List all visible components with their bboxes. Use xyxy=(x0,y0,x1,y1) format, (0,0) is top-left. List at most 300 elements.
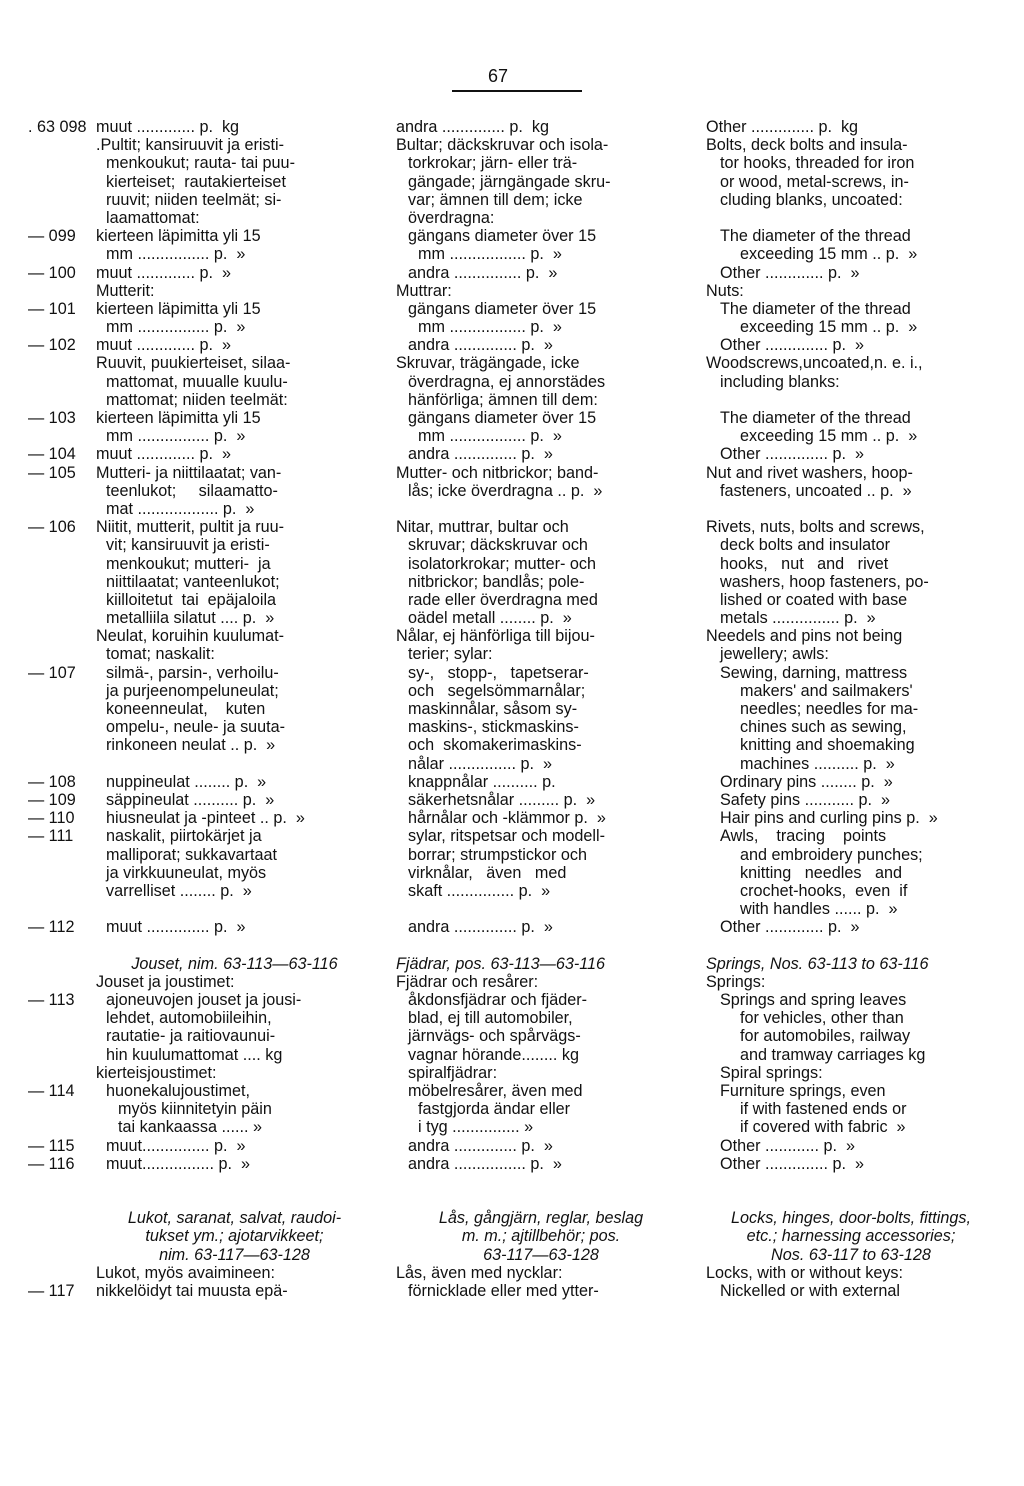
tariff-code: — 113 xyxy=(28,991,75,1009)
entry-text: chines such as sewing, xyxy=(740,718,907,737)
entry-text: mattomat; niiden teelmät: xyxy=(106,390,288,409)
entry-text: i tyg ............... » xyxy=(418,1118,534,1137)
entry-text: hårnålar och -klämmor p. » xyxy=(408,809,606,828)
entry-line xyxy=(28,1264,373,1282)
entry-line xyxy=(28,336,373,354)
entry-text: Furniture springs, even xyxy=(720,1081,886,1100)
entry-text: Sewing, darning, mattress xyxy=(720,663,908,682)
entry-text: for vehicles, other than xyxy=(740,1009,904,1028)
entry-text: muut .............. p. » xyxy=(106,918,246,937)
entry-text: fastgjorda ändar eller xyxy=(418,1100,571,1119)
entry-text: andra ................ p. » xyxy=(408,1154,562,1173)
entry-line xyxy=(706,354,996,372)
entry-line xyxy=(706,191,996,209)
entry-text: Ruuvit, puukierteiset, silaa- xyxy=(96,354,291,373)
entry-line xyxy=(28,882,373,900)
entry-line xyxy=(706,245,996,263)
entry-text: needles; needles for ma- xyxy=(740,700,919,718)
section-heading xyxy=(706,955,996,973)
entry-text: Bultar; däckskruvar och isola- xyxy=(396,136,609,155)
entry-text: Other .............. p. » xyxy=(720,336,864,355)
entry-line xyxy=(396,1100,686,1118)
entry-text: Springs: xyxy=(706,972,766,991)
tariff-code: — 101 xyxy=(28,299,76,318)
entry-text: Jouset ja joustimet: xyxy=(96,972,235,991)
entry-line xyxy=(396,227,686,245)
entry-line xyxy=(396,336,686,354)
entry-line xyxy=(28,773,373,791)
entry-line xyxy=(396,664,686,682)
entry-text: Hair pins and curling pins p. » xyxy=(720,809,938,828)
entry-line xyxy=(28,718,373,736)
entry-line xyxy=(706,482,996,500)
entry-text: Springs and spring leaves xyxy=(720,991,907,1009)
entry-line xyxy=(396,373,686,391)
tariff-code: — 105 xyxy=(28,463,76,482)
entry-text: terier; sylar: xyxy=(408,645,493,664)
entry-line xyxy=(706,882,996,900)
entry-line xyxy=(396,682,686,700)
entry-text: och skomakerimaskins- xyxy=(408,736,582,755)
entry-text: andra ............... p. » xyxy=(408,263,558,282)
entry-text: exceeding 15 mm .. p. » xyxy=(740,427,918,446)
entry-line xyxy=(396,264,686,282)
entry-text: and tramway carriages kg xyxy=(740,1045,926,1064)
entry-line xyxy=(706,264,996,282)
entry-text: Ordinary pins ........ p. » xyxy=(720,772,893,791)
entry-line xyxy=(706,918,996,936)
blank-line xyxy=(706,936,996,954)
column-english xyxy=(706,118,996,1300)
entry-line xyxy=(396,427,686,445)
entry-text: muut ............. p. » xyxy=(96,263,231,282)
entry-text: Locks, hinges, door-bolts, fittings, xyxy=(731,1209,971,1228)
entry-line xyxy=(396,391,686,409)
entry-line xyxy=(706,427,996,445)
entry-line xyxy=(28,445,373,463)
tariff-code: — 115 xyxy=(28,1136,75,1155)
entry-text: laamattomat: xyxy=(106,208,200,227)
entry-line xyxy=(706,445,996,463)
entry-line xyxy=(396,173,686,191)
blank-line xyxy=(28,1173,373,1191)
page-number: 67 xyxy=(488,66,509,86)
entry-line xyxy=(706,1046,996,1064)
entry-line xyxy=(706,409,996,427)
entry-text: kierteiset; rautakierteiset xyxy=(106,172,286,191)
entry-line xyxy=(396,209,686,227)
entry-line xyxy=(396,1027,686,1045)
entry-line xyxy=(706,1118,996,1136)
blank-line xyxy=(706,1173,996,1191)
section-heading xyxy=(706,1246,996,1264)
entry-line xyxy=(28,409,373,427)
entry-line xyxy=(396,245,686,263)
entry-text: machines .......... p. » xyxy=(740,754,895,773)
entry-line xyxy=(28,591,373,609)
entry-line xyxy=(706,809,996,827)
entry-line xyxy=(706,700,996,718)
entry-text: sy-, stopp-, tapetserar- xyxy=(408,663,589,682)
entry-line xyxy=(706,627,996,645)
entry-text: mat .................. p. » xyxy=(106,499,255,518)
entry-line xyxy=(706,846,996,864)
entry-text: åkdonsfjädrar och fjäder- xyxy=(408,991,588,1009)
entry-text: 63-117—63-128 xyxy=(483,1245,599,1264)
entry-line xyxy=(396,1046,686,1064)
entry-text: huonekalujoustimet, xyxy=(106,1081,250,1100)
entry-text: Needels and pins not being xyxy=(706,627,903,646)
entry-line xyxy=(28,918,373,936)
entry-line xyxy=(28,1009,373,1027)
entry-text: Fjädrar, pos. 63-113—63-116 xyxy=(396,954,606,973)
entry-text: if with fastened ends or xyxy=(740,1100,907,1119)
entry-line xyxy=(28,282,373,300)
entry-line xyxy=(396,118,686,136)
blank-line xyxy=(28,1191,373,1209)
blank-line xyxy=(396,500,686,518)
tariff-code: — 107 xyxy=(28,663,76,682)
blank-line xyxy=(396,936,686,954)
entry-text: Safety pins ........... p. » xyxy=(720,790,891,809)
tariff-code: — 112 xyxy=(28,918,75,937)
column-finnish xyxy=(28,118,373,1300)
entry-text: spiralfjädrar: xyxy=(408,1063,498,1082)
entry-line xyxy=(396,1264,686,1282)
entry-text: rinkoneen neulat .. p. » xyxy=(106,736,276,755)
section-heading xyxy=(706,1227,996,1245)
entry-line xyxy=(396,718,686,736)
entry-text: The diameter of the thread xyxy=(720,299,911,318)
entry-text: Other .............. p. » xyxy=(720,1154,864,1173)
entry-text: including blanks: xyxy=(720,372,840,391)
entry-line xyxy=(706,773,996,791)
entry-text: hänförliga; ämnen till dem: xyxy=(408,390,598,409)
entry-text: isolatorkrokar; mutter- och xyxy=(408,554,597,573)
entry-text: borrar; strumpstickor och xyxy=(408,845,588,864)
entry-text: with handles ...... p. » xyxy=(740,900,898,919)
entry-text: och segelsömmarnålar; xyxy=(408,681,586,700)
section-heading xyxy=(396,1209,686,1227)
entry-text: ja virkkuuneulat, myös xyxy=(106,863,267,882)
entry-line xyxy=(396,318,686,336)
entry-line xyxy=(396,591,686,609)
entry-line xyxy=(396,609,686,627)
entry-line xyxy=(28,682,373,700)
entry-line xyxy=(706,1282,996,1300)
entry-line xyxy=(28,227,373,245)
entry-line xyxy=(28,209,373,227)
entry-line xyxy=(28,1027,373,1045)
entry-text: if covered with fabric » xyxy=(740,1118,906,1137)
entry-text: mattomat, muualle kuulu- xyxy=(106,372,288,391)
entry-text: överdragna, ej annorstädes xyxy=(408,372,606,391)
entry-text: for automobiles, railway xyxy=(740,1027,911,1046)
tariff-code: — 108 xyxy=(28,772,76,791)
entry-line xyxy=(706,1264,996,1282)
entry-text: menkoukut; rauta- tai puu- xyxy=(106,154,295,173)
tariff-code: — 110 xyxy=(28,809,75,828)
entry-text: blad, ej till automobiler, xyxy=(408,1009,573,1028)
entry-text: muut................ p. » xyxy=(106,1154,250,1173)
entry-text: Nuts: xyxy=(706,281,744,300)
entry-line xyxy=(28,645,373,663)
entry-text: crochet-hooks, even if xyxy=(740,881,908,900)
entry-text: Nos. 63-117 to 63-128 xyxy=(771,1245,931,1264)
entry-text: säppineulat .......... p. » xyxy=(106,790,275,809)
entry-line xyxy=(28,245,373,263)
entry-text: deck bolts and insulator xyxy=(720,536,891,555)
entry-text: makers' and sailmakers' xyxy=(740,681,913,700)
entry-line xyxy=(28,573,373,591)
entry-text: ajoneuvojen jouset ja jousi- xyxy=(106,991,302,1009)
entry-line xyxy=(706,464,996,482)
entry-text: andra .............. p. » xyxy=(408,918,553,937)
entry-text: andra .............. p. » xyxy=(408,445,553,464)
entry-text: Nickelled or with external xyxy=(720,1282,900,1300)
entry-line xyxy=(706,755,996,773)
entry-line xyxy=(706,227,996,245)
entry-text: andra .............. p. » xyxy=(408,1136,553,1155)
entry-text: möbelresårer, även med xyxy=(408,1081,583,1100)
entry-text: ja purjeenompeluneulat; xyxy=(106,681,279,700)
entry-line xyxy=(28,1064,373,1082)
entry-text: muut ............. p. » xyxy=(96,445,231,464)
entry-text: muut ............. p. » xyxy=(96,336,231,355)
entry-text: virknålar, även med xyxy=(408,863,567,882)
entry-line xyxy=(396,773,686,791)
entry-line xyxy=(28,464,373,482)
entry-text: Other ............ p. » xyxy=(720,1136,855,1155)
entry-text: Mutter- och nitbrickor; band- xyxy=(396,463,599,482)
entry-text: metalliila silatut .... p. » xyxy=(106,609,275,628)
entry-text: tai kankaassa ...... » xyxy=(118,1118,262,1137)
entry-text: rautatie- ja raitiovaunui- xyxy=(106,1027,276,1046)
entry-line xyxy=(28,1046,373,1064)
entry-line xyxy=(28,1100,373,1118)
entry-text: Awls, tracing points xyxy=(720,827,887,846)
entry-line xyxy=(706,718,996,736)
entry-text: knitting and shoemaking xyxy=(740,736,915,755)
entry-line xyxy=(396,464,686,482)
entry-line xyxy=(28,1155,373,1173)
blank-line xyxy=(396,1191,686,1209)
entry-text: The diameter of the thread xyxy=(720,409,911,427)
entry-text: nim. 63-117—63-128 xyxy=(159,1245,310,1264)
entry-line xyxy=(706,136,996,154)
entry-text: Other .............. p. kg xyxy=(706,118,859,136)
entry-line xyxy=(28,427,373,445)
entry-text: mm ................. p. » xyxy=(418,318,562,337)
entry-line xyxy=(28,318,373,336)
entry-line xyxy=(396,518,686,536)
entry-text: vagnar hörande........ kg xyxy=(408,1045,579,1064)
entry-line xyxy=(28,536,373,554)
entry-line xyxy=(706,827,996,845)
entry-line xyxy=(396,445,686,463)
entry-text: ompelu-, neule- ja suuta- xyxy=(106,718,286,737)
entry-text: myös kiinnitetyin päin xyxy=(118,1100,272,1119)
entry-line xyxy=(396,973,686,991)
entry-line xyxy=(28,846,373,864)
entry-text: mm ................ p. » xyxy=(106,318,246,337)
entry-text: hooks, nut and rivet xyxy=(720,554,889,573)
entry-text: var; ämnen till dem; icke xyxy=(408,190,583,209)
section-heading xyxy=(28,1246,373,1264)
entry-text: maskins-, stickmaskins- xyxy=(408,718,579,737)
entry-line xyxy=(28,154,373,172)
entry-line xyxy=(396,991,686,1009)
entry-text: Nitar, muttrar, bultar och xyxy=(396,518,569,537)
column-swedish xyxy=(396,118,686,1300)
entry-line xyxy=(28,809,373,827)
entry-text: muut ............. p. kg xyxy=(96,118,240,136)
entry-line xyxy=(706,736,996,754)
entry-line xyxy=(706,682,996,700)
entry-text: Skruvar, trägängade, icke xyxy=(396,354,580,373)
tariff-code: — 103 xyxy=(28,409,76,427)
tariff-code: — 117 xyxy=(28,1282,75,1300)
entry-line xyxy=(28,264,373,282)
entry-text: Lås, gångjärn, reglar, beslag xyxy=(438,1209,644,1228)
entry-line xyxy=(396,482,686,500)
entry-text: Woodscrews,uncoated,n. e. i., xyxy=(706,354,923,373)
entry-text: m. m.; ajtillbehör; pos. xyxy=(461,1227,621,1246)
entry-line xyxy=(706,573,996,591)
entry-text: teenlukot; silaamatto- xyxy=(106,481,278,500)
entry-line xyxy=(28,864,373,882)
blank-line xyxy=(706,209,996,227)
entry-text: hin kuulumattomat .... kg xyxy=(106,1045,283,1064)
entry-line xyxy=(396,1137,686,1155)
entry-text: koneenneulat, kuten xyxy=(106,700,266,718)
entry-line xyxy=(706,664,996,682)
entry-line xyxy=(706,173,996,191)
entry-text: menkoukut; mutteri- ja xyxy=(106,554,271,573)
entry-line xyxy=(706,1155,996,1173)
entry-text: lehdet, automobiileihin, xyxy=(106,1009,272,1028)
entry-line xyxy=(706,518,996,536)
entry-text: Neulat, koruihin kuulumat- xyxy=(96,627,285,646)
entry-line xyxy=(28,609,373,627)
entry-line xyxy=(396,154,686,172)
entry-text: Niitit, mutterit, pultit ja ruu- xyxy=(96,518,285,537)
entry-text: Other ............. p. » xyxy=(720,918,860,937)
entry-text: kierteen läpimitta yli 15 xyxy=(96,409,261,427)
entry-text: gängans diameter över 15 xyxy=(408,227,597,246)
entry-line xyxy=(706,1064,996,1082)
entry-line xyxy=(396,1118,686,1136)
entry-text: Muttrar: xyxy=(396,281,452,300)
section-heading xyxy=(396,1227,686,1245)
entry-line xyxy=(396,918,686,936)
entry-line xyxy=(28,991,373,1009)
tariff-code: — 106 xyxy=(28,518,76,537)
entry-line xyxy=(706,973,996,991)
entry-line xyxy=(706,1027,996,1045)
entry-text: exceeding 15 mm .. p. » xyxy=(740,318,918,337)
entry-text: naskalit, piirtokärjet ja xyxy=(106,827,262,846)
entry-line xyxy=(396,864,686,882)
entry-text: Bolts, deck bolts and insula- xyxy=(706,136,908,155)
entry-text: säkerhetsnålar ......... p. » xyxy=(408,790,596,809)
entry-line xyxy=(706,1100,996,1118)
entry-line xyxy=(396,791,686,809)
entry-text: tor hooks, threaded for iron xyxy=(720,154,915,173)
entry-text: tomat; naskalit: xyxy=(106,645,215,664)
entry-line xyxy=(396,645,686,663)
entry-line xyxy=(706,609,996,627)
entry-text: andra .............. p. » xyxy=(408,336,553,355)
entry-text: cluding blanks, uncoated: xyxy=(720,190,903,209)
entry-text: Jouset, nim. 63-113—63-116 xyxy=(131,954,338,973)
entry-text: tukset ym.; ajotarvikkeet; xyxy=(145,1227,324,1246)
tariff-code: — 100 xyxy=(28,263,76,282)
entry-line xyxy=(396,882,686,900)
entry-line xyxy=(28,736,373,754)
entry-line xyxy=(28,373,373,391)
entry-text: washers, hoop fasteners, po- xyxy=(720,572,929,591)
tariff-code: — 104 xyxy=(28,445,76,464)
section-heading xyxy=(28,1227,373,1245)
entry-line xyxy=(706,154,996,172)
blank-line xyxy=(28,900,373,918)
entry-text: mm ................. p. » xyxy=(418,427,562,446)
entry-text: and embroidery punches; xyxy=(740,845,923,864)
entry-line xyxy=(396,555,686,573)
entry-line xyxy=(28,518,373,536)
entry-line xyxy=(28,118,373,136)
entry-text: lås; icke överdragna .. p. » xyxy=(408,481,603,500)
entry-text: rade eller överdragna med xyxy=(408,590,598,609)
entry-text: Nut and rivet washers, hoop- xyxy=(706,463,913,482)
entry-line xyxy=(706,282,996,300)
entry-text: gängans diameter över 15 xyxy=(408,299,597,318)
entry-text: knitting needles and xyxy=(740,863,902,882)
entry-line xyxy=(706,900,996,918)
entry-line xyxy=(28,191,373,209)
entry-text: nitbrickor; bandlås; pole- xyxy=(408,572,585,591)
entry-text: kiilloitetut tai epäjaloila xyxy=(106,590,277,609)
entry-text: andra .............. p. kg xyxy=(396,118,549,136)
entry-text: kierteen läpimitta yli 15 xyxy=(96,299,261,318)
entry-line xyxy=(396,1064,686,1082)
entry-text: jewellery; awls: xyxy=(720,645,829,664)
entry-text: Mutterit: xyxy=(96,281,155,300)
entry-text: lished or coated with base xyxy=(720,590,908,609)
blank-line xyxy=(706,1191,996,1209)
section-heading xyxy=(706,1209,996,1227)
entry-text: Lukot, saranat, salvat, raudoi- xyxy=(127,1209,342,1228)
entry-line xyxy=(706,864,996,882)
page-number-rule xyxy=(452,90,582,92)
entry-line xyxy=(396,354,686,372)
entry-line xyxy=(28,354,373,372)
entry-text: nålar ............... p. » xyxy=(408,754,552,773)
blank-line xyxy=(396,1173,686,1191)
entry-line xyxy=(396,300,686,318)
entry-text: förnicklade eller med ytter- xyxy=(408,1282,599,1300)
entry-line xyxy=(706,991,996,1009)
blank-line xyxy=(28,755,373,773)
entry-line xyxy=(28,500,373,518)
tariff-code: — 099 xyxy=(28,227,76,246)
entry-line xyxy=(28,1082,373,1100)
entry-line xyxy=(706,300,996,318)
entry-line xyxy=(396,827,686,845)
entry-line xyxy=(396,1082,686,1100)
entry-text: torkrokar; järn- eller trä- xyxy=(408,154,578,173)
